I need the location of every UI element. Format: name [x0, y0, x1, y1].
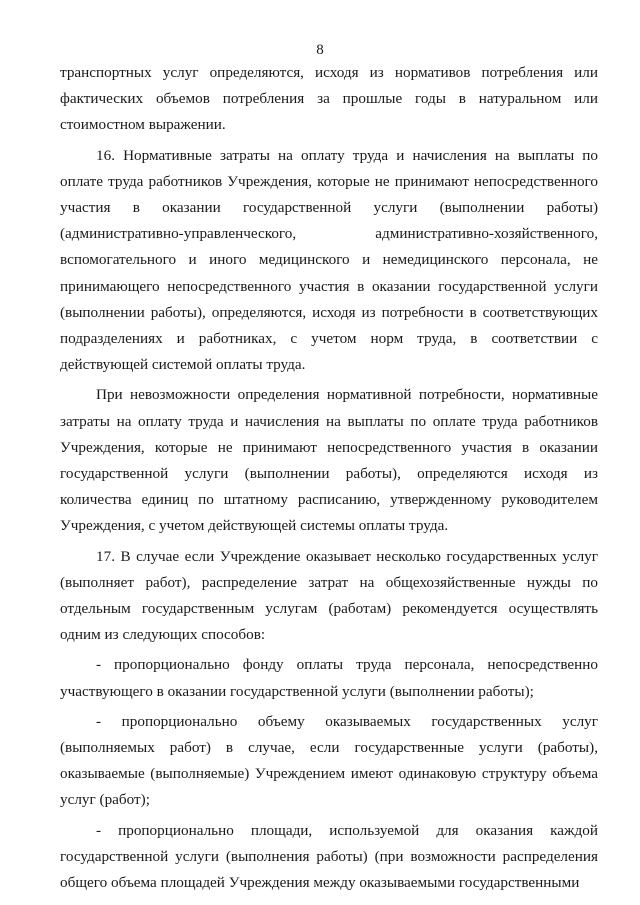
- paragraph-continuation: транспортных услуг определяются, исходя из нормативов потребления или фактических объемов потребления за прошлые годы в натуральном или стоимостном выражении.: [60, 64, 598, 134]
- page-number: 8: [316, 42, 324, 58]
- paragraph-item-16: 16. Нормативные затраты на оплату труда и начисления на выплаты по оплате труда работников Учреждения, которые не принимают непосредственного участия в оказании государственной услуги (выполнении работы) (административно-управленческого, административно-хозяйственного, вспомогательного и иного медицинского и немедицинского персонала, не принимающего непосредственного участия в оказании государственной услуги (выполнении работы), определяются, исходя из потребности в соответствующих подразделениях и работниках, с учетом норм труда, в соответствии с действующей системой оплаты труда.: [60, 146, 598, 374]
- document-body: [60, 60, 598, 896]
- list-item-volume: - пропорционально объему оказываемых государственных услуг (выполняемых работ) в случае, если государственные услуги (работы), оказываемые (выполняемые) Учреждением имеют одинаковую структуру объема услуг (работ);: [60, 712, 598, 809]
- paragraph-item-17: 17. В случае если Учреждение оказывает несколько государственных услуг (выполняет работ), распределение затрат на общехозяйственные нужды по отдельным государственным услугам (работам) рекомендуется осуществлять одним из следующих способов:: [60, 547, 598, 644]
- list-item-payroll: - пропорционально фонду оплаты труда персонала, непосредственно участвующего в оказании государственной услуги (выполнении работы);: [60, 656, 598, 700]
- list-item-area: - пропорционально площади, используемой для оказания каждой государственной услуги (выполнения работы) (при возможности распределения общего объема площадей Учреждения между оказываемыми государственными: [60, 821, 598, 892]
- paragraph-item-16-fallback: При невозможности определения нормативной потребности, нормативные затраты на оплату труда и начисления на выплаты по оплате труда работников Учреждения, которые не принимают непосредственного участия в оказании государственной услуги (выполнении работы), определяются исходя из количества единиц по штатному расписанию, утвержденному руководителем Учреждения, с учетом действующей системы оплаты труда.: [60, 386, 598, 535]
